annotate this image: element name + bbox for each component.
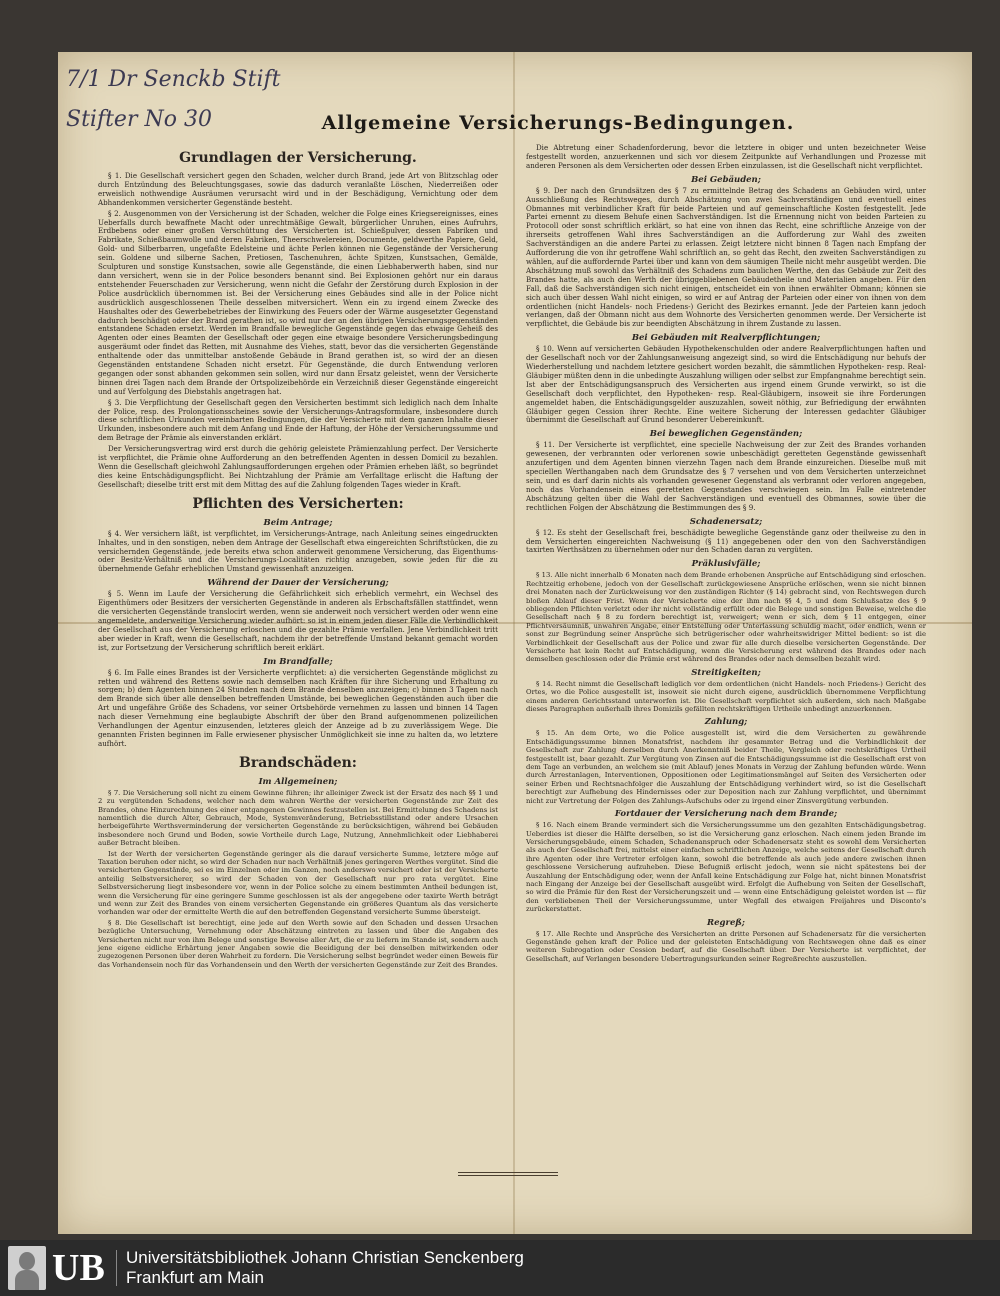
subheading: Schadenersatz; [689, 516, 763, 527]
paragraph: § 14. Recht nimmt die Gesellschaft lediglich vor dem ordentlichen (nicht Handels- noch Friedens-) Gericht des Ortes, wo die Police ausgestellt ist, insoweit sie nicht durch eigene, ausdrücklich übernommene Verpflichtung einem anderen Gerichtsstand unterworfen ist. Die Gesellschaft verpflichtet sich außerdem, sich nach Maßgabe dieses Paragraphen außerhalb ihres Domizils gefällten rechtskräftigen Urtheile unbedingt anzuerkennen. [526, 679, 926, 714]
paragraph: § 3. Die Verpflichtung der Gesellschaft gegen den Versicherten bestimmt sich lediglich nach dem Inhalte der Police, resp. des Prolongationsscheines sowie der Versicherungs-Antragsformulare, insbesondere durch diese schriftlichen Urkunden vereinbarten Bedingungen, die der Versicherte mit dem ganzen Inhalte dieser Urkunden, insbesondere auch mit dem Anfang und Ende der Haftung, der Höhe der Versicherungssumme und dem Betrage der Prämie als einverstanden erklärt. [98, 397, 498, 443]
paragraph: § 10. Wenn auf versicherten Gebäuden Hypothekenschulden oder andere Realverpflichtungen haften und der Gesellschaft noch vor der Zahlungsanweisung angezeigt sind, so wird die Entschädigung nur behufs der Wiederherstellung und nachdem letztere gesichert worden bezahlt, die sämmtlichen Hypotheken- resp. Real-Gläubiger müßten denn in die unbedingte Auszahlung willigen oder selbst zur Empfangnahme berechtigt sein. Ist aber der Entschädigungsanspruch des Versicherten aus irgend einem Grunde verwirkt, so ist die Gesellschaft doch verpflichtet, den Hypotheken- resp. Real-Gläubigern, insoweit sie ihre Forderungen angemeldet haben, die Entschädigungsgelder auszuzahlen, soweit nöthig, zur Befriedigung der erwähnten Gläubiger gegen Cession ihrer Rechte. Eine weitere Sicherung der Interessen gedachter Gläubiger übernimmt die Gesellschaft auf Grund besonderer Uebereinkunft. [526, 344, 926, 425]
subheading: Bei beweglichen Gegenständen; [649, 429, 803, 440]
section-heading-grundlagen: Grundlagen der Versicherung. [179, 150, 417, 166]
subheading: Fortdauer der Versicherung nach dem Brande; [614, 809, 838, 820]
institution-line-1: Universitätsbibliothek Johann Christian Senckenberg [126, 1248, 524, 1267]
paragraph: § 11. Der Versicherte ist verpflichtet, eine specielle Nachweisung der zur Zeit des Brandes vorhanden gewesenen, der verbrannten oder verlorenen sowie unbeschädigt geretteten Gegenstände gewissenhaft anzufertigen und dem Agenten binnen vierzehn Tagen nach dem Brande einzureichen. Dieselbe muß mit speciellen Werthangaben nach dem Grundsatze des § 7 versehen und von dem Versicherten unterzeichnet sein, und es darf darin nichts als vorhanden gewesener Gegenstand als verbrannt oder verloren angegeben, noch das Vorhandensein eines geretteten Gegenstandes verschwiegen sein. Im Falle eintretender Abschätzung gelten über die Wahl der Sachverständigen und eventuell des Obmannes, sowie über die rechtlichen Folgen der Abschätzung die Bestimmungen des § 9. [526, 440, 926, 512]
paragraph: § 9. Der nach den Grundsätzen des § 7 zu ermittelnde Betrag des Schadens an Gebäuden wird, unter Ausschließung des Rechtsweges, durch Abschätzung von zwei Sachverständigen und eventuell eines Obmannes mit verbindlicher Kraft für beide Parteien und auf gemeinschaftliche Kosten festgestellt. Jede Partei ernennt zu diesem Behufe einen Sachverständigen. Ist die Ernennung nicht von beiden Parteien zu Protocoll oder sonst schriftlich erklärt, so hat eine von ihnen das Recht, eine schriftliche Anzeige von der ihrerseits getroffenen Wahl ihres Sachverständigen an die Aufforderung zur Wahl des zweiten Sachverständigen an die andere Partei zu erlassen. Zeigt letztere nicht binnen 8 Tagen nach Empfang der Aufforderung die von ihr getroffene Wahl schriftlich an, so geht das Recht, den zweiten Sachverständigen zu wählen, auf die auffordernde Partei über und kann von dem säumigen Theile nicht mehr ausgeübt werden. Die Abschätzung muß sowohl das Verhältniß des Schadens zum baulichen Werthe, den das Gebäude zur Zeit des Brandes hatte, als auch den Werth der übriggebliebenen Gebäudetheile und Materialien angeben. Für den Fall, daß die Sachverständigen sich nicht einigen, entscheidet ein von ihnen erwählter Obmann; können sie sich auch über dessen Wahl nicht einigen, so wird er auf Antrag der Parteien oder einer von ihnen von dem ordentlichen (nicht Handels- noch Friedens-) Gericht des Bezirkes ernannt. Jede der Parteien kann jedoch verlangen, daß der Obmann nicht aus dem Wohnorte des Versicherten genommen werde. Der Versicherte ist verpflichtet, die Gebäude bis zur beendigten Abschätzung in ihrem Zustande zu lassen. [526, 185, 926, 329]
paragraph: § 4. Wer versichern läßt, ist verpflichtet, im Versicherungs-Antrage, nach Anleitung seines eingedruckten Inhaltes, und in den sonstigen, neben dem Antrage der Gesellschaft etwa eingereichten Schriftstücken, die zu versichernden Gegenstände, jede bereits etwa schon anderweit genommene Versicherung, das Eigenthums- oder Besitz-Verhältniß und die Versicherungs-Localitäten richtig anzugeben, sowie jeden für die zu übernehmende Gefahr erheblichen Umstand gewissenhaft anzuzeigen. [98, 528, 498, 574]
handwritten-line-1: 7/1 Dr Senckb Stift [66, 67, 281, 92]
subheading: Während der Dauer der Versicherung; [207, 578, 389, 589]
paragraph: Der Versicherungsvertrag wird erst durch die gehörig geleistete Prämienzahlung perfect. Der Versicherte ist verpflichtet, die Prämie ohne Aufforderung an den betreffenden Agenten in dessen Domicil zu bezahlen. Wenn die Gesellschaft gleichwohl Zahlungsaufforderungen ergehen oder Prämien erheben läßt, so begründet dies keine Entschädigungspflicht. Bei Nichtzahlung der Prämie am Verfalltage erlischt die Haftung der Gesellschaft; dieselbe tritt erst mit dem Mittag des auf die Zahlung folgenden Tages wieder in Kraft. [98, 444, 498, 489]
document-title: Allgemeine Versicherungs-Bedingungen. [321, 112, 795, 134]
paragraph: § 1. Die Gesellschaft versichert gegen den Schaden, welcher durch Brand, jede Art von Blitzschlag oder durch Entzündung des Beleuchtungsgases, sowie das dadurch veranlaßte Löschen, Niederreißen oder erweislich nothwendige Ausräumen verursacht wird und in der Beschädigung, Vernichtung oder dem Abhandenkommen versicherter Gegenstände besteht. [98, 171, 498, 207]
paragraph: § 2. Ausgenommen von der Versicherung ist der Schaden, welcher die Folge eines Kriegsereignisses, eines Ueberfalls durch bewaffnete Macht oder unrechtmäßige Gewalt, bürgerlicher Unruhen, eines Aufruhrs, Erdbebens oder einer großen Verschüttung des Versicherten ist. Schießpulver, dessen Fabriken und Fabrikate, Schießbaumwolle und deren Fabriken, Theerschwelereien, Documente, geldwerthe Papiere, Geld, Gold- und Silberbarren, ungefaßte Edelsteine und ächte Perlen können nie Gegenstände der Versicherung sein. Goldene und silberne Sachen, Pretiosen, Taschenuhren, ächte Spitzen, Kunstsachen, Gemälde, Sculpturen und sonstige Kunstsachen, sowie alle Gegenstände, die einen Liebhaberwerth haben, sind nur dann versichert, wenn sie in der Police besonders benannt sind. Bei Explosionen gehört nur ein daraus entstehender Feuerschaden zur Versicherung, wenn nicht die Gefahr der Zerstörung durch Explosion in der Police ausdrücklich übernommen ist. Bei der Versicherung eines Gebäudes sind alle in der Police nicht ausdrücklich ausgeschlossenen Theile desselben mitversichert. Wenn ein zu irgend einem Zwecke des Haushaltes oder des Gewerbebetriebes der Einwirkung des Feuers oder der Wärme ausgesetzter Gegenstand dadurch beschädigt oder der Brand gerathen ist, so wird nur der an den übrigen Versicherungsgegenständen entstandene Schaden ersetzt. Werden im Brandfalle bewegliche Gegenstände gegen das etwaige Geheiß des Agenten oder eines Beamten der Gesellschaft oder gegen eine etwaige besondere Versicherungsbedingung ausgeräumt oder findet das Retten, mit Ausnahme des Viehes, statt, bevor das die versicherten Gegenstände enthaltende oder das unmittelbar anstoßende Gebäude in Brand gerathen ist, so wird der an diesen Gegenständen entstandene Schaden nicht ersetzt. Für Gegenstände, die durch Entwendung verloren gegangen oder sonst abhanden gekommen sein sollen, wird nur dann Ersatz geleistet, wenn der Versicherte binnen drei Tagen nach dem Brande der Ortspolizeibehörde ein Verzeichniß dieser Gegenstände eingereicht und auf Verfolgung des Diebstahls angetragen hat. [98, 208, 498, 396]
subheading: Im Allgemeinen; [258, 776, 338, 787]
paragraph: § 13. Alle nicht innerhalb 6 Monaten nach dem Brande erhobenen Ansprüche auf Entschädigung sind erloschen. Rechtzeitig erhobene, jedoch von der Gesellschaft zurückgewiesene Ansprüche erlöschen, wenn sie nicht binnen drei Monaten nach der Zurückweisung vor den zuständigen Richter (§ 14) gebracht sind, von Rechtswegen durch bloßen Ablauf dieser Frist. Wenn der Versicherte eine der ihm nach §§ 4, 5 und dem Schlußsatze des § 9 obliegenden Pflichten verletzt oder ihr nicht vollständig erfüllt oder die Belege und sonstigen Beweise, welche die Gesellschaft nach § 8 zu fordern berechtigt ist, verweigert; wenn er sich, dem § 11 entgegen, einer Pflichtversäumniß, unwahren Angabe, einer Entstellung oder Unterlassung schuldig macht, oder endlich, wenn er sonst zur Begründung seiner Ansprüche sich betrügerischer oder wahrheitswidriger Mittel bedient: so ist die Verbindlichkeit der Gesellschaft aus der Police und zwar für alle durch dieselbe versicherten Gegenstände. Der Versicherte hat kein Recht auf Entschädigung, wenn die Versicherung erst während des Brandes oder nach demselben geschlossen oder die Prämie erst während des Brandes oder nach demselben bezahlt wird. [526, 571, 926, 664]
paragraph: § 5. Wenn im Laufe der Versicherung die Gefährlichkeit sich erheblich vermehrt, ein Wechsel des Eigenthümers oder Besitzers der versicherten Gegenstände in anderen als Erbschaftsfällen stattfindet, wenn die versicherten Gegenstände translocirt werden, wenn sie anderweit noch versichert werden oder wenn eine angemeldete, anderweitige Versicherung wieder aufhört: so ist in einem jeden dieser Fälle die Verbindlichkeit der Gesellschaft aus der Versicherung erloschen und die gezahlte Prämie verfallen. Jene Verbindlichkeit tritt aber wieder in Kraft, wenn die Gesellschaft, nachdem ihr der betreffende Umstand bekannt gemacht worden ist, zur Fortsetzung der Versicherung schriftlich bereit erklärt. [98, 589, 498, 652]
institution-name [126, 1248, 524, 1288]
paragraph: § 8. Die Gesellschaft ist berechtigt, eine jede auf den Werth sowie auf den Schaden und dessen Ursachen bezügliche Untersuchung, Vernehmung oder Abschätzung eintreten zu lassen und über die Angaben des Versicherten nicht nur von ihm Belege und sonstige Beweise aller Art, die er zu liefern im Stande ist, sondern auch jene eigene eidliche Erhärtung jener Angaben sowie die Beeidigung der bei denselben mitwirkenden oder zugezogenen Personen über deren Wahrheit zu fordern. Die Versicherung selbst begründet weder einen Beweis für das Vorhandensein noch für das Vorhandensein und den Werth der versicherten Gegenstände zur Zeit des Brandes. [98, 918, 498, 969]
subheading: Im Brandfalle; [263, 656, 333, 667]
section-heading-pflichten: Pflichten des Versicherten: [192, 495, 404, 512]
library-footer [0, 1240, 1000, 1296]
paragraph: § 12. Es steht der Gesellschaft frei, beschädigte bewegliche Gegenstände ganz oder theilweise zu den in dem Versicherten eingereichten Nachweisung (§ 11) angegebenen oder den von den Sachverständigen taxirten Werthsätzen zu übernehmen oder nur den Schaden daran zu vergüten. [526, 527, 926, 555]
logo-divider [116, 1250, 117, 1286]
document-page [58, 52, 972, 1234]
subheading: Zahlung; [704, 717, 748, 728]
paragraph: § 16. Nach einem Brande vermindert sich die Versicherungssumme um den gezahlten Entschädigungsbetrag. Ueberdies ist dieser die Hälfte derselben, so ist die Versicherung ganz erloschen. Nach einem jeden Brande im Versicherungsgebäude, einem Schaden, Schadenanspruch oder Schadenersatz steht es sowohl dem Versicherten als auch der Gesellschaft frei, mittelst einer einfachen schriftlichen Anzeige, welche seitens der Gesellschaft durch ihre Agenten oder ihre Vertreter erfolgen kann, sowohl die betreffende als auch jede andere zwischen ihnen geschlossene Versicherung aufzuheben. Diese Befugniß erlischt jedoch, wenn sie nicht spätestens bei der Auszahlung der Entschädigung oder, wenn der Anfall keine Entschädigung zur Folge hat, nicht binnen Monatsfrist nach Eingang der Anzeige bei der Gesellschaft ausgeübt wird. Erfolgt die Aufhebung von Seiten der Gesellschaft, so wird die Prämie für den Rest der Versicherungszeit und — wenn eine Entschädigung geleistet worden ist — für den verbliebenen Theil der Versicherungssumme, unter Wegfall des etwaigen Freijahres und Disconto's zurückerstattet. [526, 821, 926, 914]
subheading: Bei Gebäuden mit Realverpflichtungen; [631, 333, 821, 344]
subheading: Beim Antrage; [263, 517, 333, 528]
section-heading-brandschaeden: Brandschäden: [239, 754, 357, 771]
paragraph: § 6. Im Falle eines Brandes ist der Versicherte verpflichtet: a) die versicherten Gegenstände möglichst zu retten und während des Rettens sowie nach demselben nach Kräften für ihre Sicherung und Erhaltung zu sorgen; b) dem Agenten binnen 24 Stunden nach dem Brande denselben anzuzeigen; c) binnen 3 Tagen nach dem Brande sich über alle denselben betreffenden Umstände, bei beweglichen Gegenständen auch über die Art und ungefähre Größe des Schadens, vor seiner Ortsbehörde vernehmen zu lassen und binnen 14 Tagen nach dieser Vernehmung eine beglaubigte Abschrift der über den Brand aufgenommenen polizeilichen Verhandlungen der Agentur einzusenden, letzteres gleich der Anzeige ad b zu zuverlässigem Wege. Die genannten Fristen beginnen im Falle erwiesener physischer Unmöglichkeit sie inne zu halten da, wo letztere aufhört. [98, 667, 498, 748]
paragraph: Die Abtretung einer Schadenforderung, bevor die letztere in obiger und unten bezeichneter Weise festgestellt worden, anzuerkennen und sich vor diesem Zeitpunkte auf Verhandlungen und Prozesse mit anderen Personen als dem Versicherten oder dessen Erben einzulassen, ist die Gesellschaft nicht verpflichtet. [526, 143, 926, 170]
logo-text: UB [52, 1247, 105, 1289]
fold-line-vertical [513, 52, 515, 1234]
subheading: Streitigkeiten; [691, 667, 761, 678]
paragraph: § 7. Die Versicherung soll nicht zu einem Gewinne führen; ihr alleiniger Zweck ist der Ersatz des nach §§ 1 und 2 zu vergütenden Schadens, welcher nach dem wahren Werthe der versicherten Gegenstände zur Zeit des Brandes, ohne Hinzurechnung des einer entgangenen Gewinnes festzustellen ist. Bei Ermittelung des Schadens ist namentlich die durch Alter, Gebrauch, Mode, Systemveränderung, Betriebsstillstand oder andere Ursachen herbeigeführte Werthsverminderung der versicherten Gegenstände zu berücksichtigen, während bei Gebäuden insbesondere noch Grund und Boden, sowie Vortheile durch Lage, Nutzung, Annehmlichkeit oder Liebhaberei außer Betracht bleiben. [98, 788, 498, 848]
right-column [526, 144, 926, 965]
subheading: Bei Gebäuden; [691, 174, 761, 185]
subheading: Regreß; [707, 917, 745, 928]
institution-line-2: Frankfurt am Main [126, 1268, 264, 1287]
ub-logo[interactable] [8, 1246, 120, 1290]
closing-rule [458, 1170, 558, 1178]
paragraph: § 15. An dem Orte, wo die Police ausgestellt ist, wird die dem Versicherten zu gewährende Entschädigungssumme binnen Monatsfrist, nachdem ihr gesammter Betrag und die Verbindlichkeit der Gesellschaft zur Zahlung derselben durch Anerkenntniß beider Theile, Vergleich oder rechtskräftiges Urtheil festgestellt ist, baar gezahlt. Zur Vergütung von Zinsen auf die Entschädigungssumme ist die Gesellschaft erst von dem Tage an verbunden, an welchem sie (mit Ablauf) jenes Monats in Verzug der Zahlung befunden würde. Wenn durch Arrestanlagen, Interventionen, Oppositionen oder Legitimationsmängel auf Seiten des Versicherten oder seiner Erben und Rechtsnachfolger die Auszahlung der Entschädigung verhindert wird, so ist die Gesellschaft berechtigt zur Aufhebung des Hindernisses oder zur Deposition nach zur Zahlung verpflichtet, und übernimmt nicht zur Vertretung der Folgen des Zahlungs-Aufschubs oder zu irgend einer Zinsvergütung verbunden. [526, 729, 926, 805]
paragraph: § 17. Alle Rechte und Ansprüche des Versicherten an dritte Personen auf Schadenersatz für die versicherten Gegenstände gehen kraft der Police und der geleisteten Entschädigung von Rechtswegen ohne daß es einer weiteren Subrogation oder Cession bedarf, auf die Gesellschaft über. Der Versicherte ist verpflichtet, der Gesellschaft, auf Verlangen besondere Uebertragungsurkunden seiner Regreßrechte auszustellen. [526, 929, 926, 963]
paragraph: Ist der Werth der versicherten Gegenstände geringer als die darauf versicherte Summe, letztere möge auf Taxation beruhen oder nicht, so wird der Schaden nur nach Verhältniß jenes geringeren Werthes vergütet. Sind die versicherten Gegenstände, sei es im Einzelnen oder im Ganzen, noch anderswo versichert oder ist der Versicherte anteilig Selbstversicherer, so wird der Schaden von der Gesellschaft nur pro rata vergütet. Eine Selbstversicherung liegt insbesondere vor, wenn in der Police solche zu einem bestimmten Antheil bedungen ist, wenn die Versicherung für eine geringere Summe geschlossen ist als der angegebene oder taxirte Werth beträgt und wenn zur Zeit des Brandes von einem versicherten Gegenstande ein größeres Quantum als das versicherte vorhanden war oder der ermittelte Werth die auf den betreffenden Gegenstand versicherte Summe übersteigt. [98, 849, 498, 917]
handwritten-line-2: Stifter No 30 [66, 107, 212, 132]
left-column [98, 144, 498, 971]
subheading: Präklusivfälle; [691, 559, 761, 570]
portrait-icon [8, 1246, 46, 1290]
